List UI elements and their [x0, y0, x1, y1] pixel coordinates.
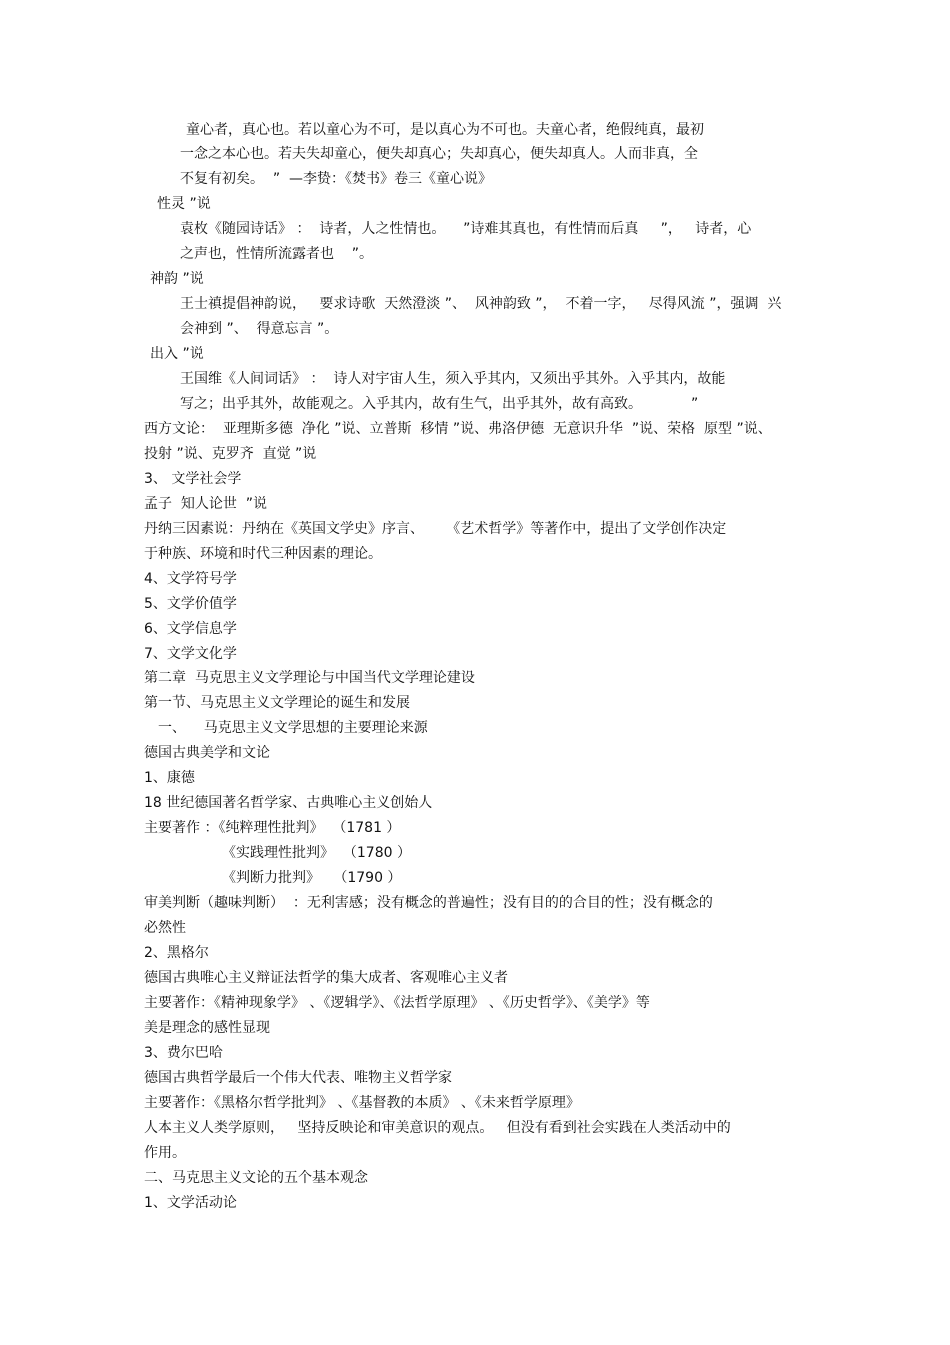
german-aesthetics-heading: 德国古典美学和文论: [144, 745, 270, 761]
literary-activity-heading: 1、文学活动论: [144, 1195, 237, 1211]
wangguowei-line-2: 写之；出乎其外，故能观之。入乎其内，故有生气，出乎其外，故有高致。 ”: [180, 396, 699, 412]
section-4-heading: 4、文学符号学: [144, 571, 237, 587]
feuerbach-principle-line-1: 人本主义人类学原则， 坚持反映论和审美意识的观点。 但没有看到社会实践在人类活动中的: [144, 1120, 731, 1136]
section-5-heading: 5、文学价值学: [144, 596, 237, 612]
yuanmei-line-2: 之声也，性情所流露者也 ”。: [180, 246, 374, 262]
hegel-works: 主要著作：《精神现象学》 、《逻辑学》、《法哲学原理》 、《历史哲学》、《美学》等: [144, 995, 650, 1011]
kant-heading: 1、康德: [144, 770, 195, 786]
heading-churu: 出入 ”说: [150, 346, 204, 362]
heading-shenyun: 神韵 ”说: [150, 271, 204, 287]
kant-works-3: 《判断力批判》 （1790 ）: [222, 870, 402, 886]
western-theory-line-2: 投射 ”说、克罗齐 直觉 ”说: [144, 446, 317, 462]
wangguowei-line-1: 王国维《人间词话》 ： 诗人对宇宙人生，须入乎其内，又须出乎其外。入乎其内，故能: [180, 371, 726, 387]
quote-line-1: 童心者，真心也。若以童心为不可，是以真心为不可也。夫童心者，绝假纯真，最初: [186, 122, 704, 138]
heading-xingling: 性灵 ”说: [157, 196, 211, 212]
western-theory-line-1: 西方文论： 亚理斯多德 净化 ”说、立普斯 移情 ”说、弗洛伊德 无意识升华 ”说、荣格 原型 ”说、: [144, 421, 772, 437]
hegel-heading: 2、黑格尔: [144, 945, 209, 961]
quote-line-2: 一念之本心也。若夫失却童心，便失却真心；失却真心，便失却真人。人而非真，全: [180, 146, 698, 162]
kant-intro: 18 世纪德国著名哲学家、古典唯心主义创始人: [144, 795, 433, 811]
subsection-2-title: 二、马克思主义文论的五个基本观念: [144, 1170, 368, 1186]
kant-works-1: 主要著作 ：《纯粹理性批判》 （1781 ）: [144, 820, 401, 836]
quote-line-3: 不复有初矣。 ” —李贽：《焚书》卷三《童心说》: [180, 171, 493, 187]
feuerbach-principle-line-2: 作用。: [144, 1145, 186, 1161]
hegel-intro: 德国古典唯心主义辩证法哲学的集大成者、客观唯心主义者: [144, 970, 508, 986]
wangshizhen-line-2: 会神到 ”、 得意忘言 ”。: [180, 321, 339, 337]
taine-line-2: 于种族、环境和时代三种因素的理论。: [144, 546, 382, 562]
wangshizhen-line-1: 王士禛提倡神韵说， 要求诗歌 天然澄淡 ”、 风神韵致 ”， 不着一字， 尽得风流 ”，强调 兴: [180, 296, 782, 312]
feuerbach-intro: 德国古典哲学最后一个伟大代表、唯物主义哲学家: [144, 1070, 452, 1086]
feuerbach-heading: 3、费尔巴哈: [144, 1045, 223, 1061]
kant-works-2: 《实践理性批判》 （1780 ）: [222, 845, 411, 861]
aesthetic-judgment-line-2: 必然性: [144, 920, 186, 936]
chapter-2-title: 第二章 马克思主义文学理论与中国当代文学理论建设: [144, 670, 475, 686]
aesthetic-judgment-line-1: 审美判断（趣味判断） ：无利害感；没有概念的普遍性；没有目的的合目的性；没有概念的: [144, 895, 713, 911]
taine-line-1: 丹纳三因素说：丹纳在《英国文学史》序言、 《艺术哲学》等著作中，提出了文学创作决定: [144, 521, 727, 537]
section-3-heading: 3、 文学社会学: [144, 471, 242, 487]
yuanmei-line-1: 袁枚《随园诗话》 ： 诗者，人之性情也。 ”诗难其真也，有性情而后真 ”， 诗者，心: [180, 221, 752, 237]
feuerbach-works: 主要著作：《黑格尔哲学批判》 、《基督教的本质》 、《未来哲学原理》: [144, 1095, 580, 1111]
subsection-1-title: 一、 马克思主义文学思想的主要理论来源: [158, 720, 428, 736]
section-7-heading: 7、文学文化学: [144, 646, 237, 662]
hegel-beauty: 美是理念的感性显现: [144, 1020, 270, 1036]
section-6-heading: 6、文学信息学: [144, 621, 237, 637]
mencius-line: 孟子 知人论世 ”说: [144, 496, 268, 512]
section-1-title: 第一节、马克思主义文学理论的诞生和发展: [144, 695, 410, 711]
